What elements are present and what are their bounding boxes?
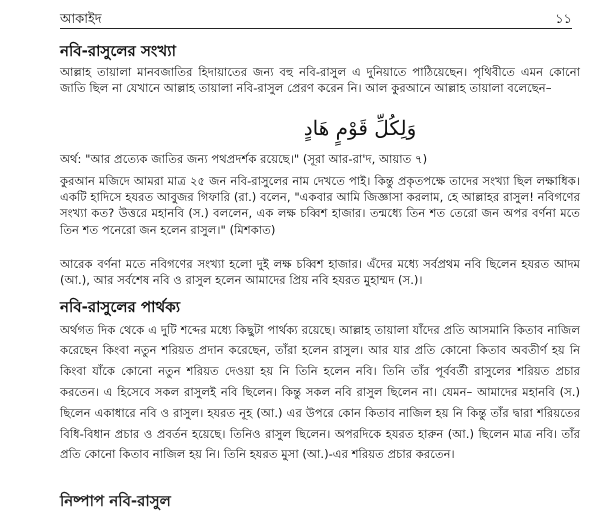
page-number: ১১ xyxy=(555,12,572,27)
other-narration-paragraph: আরেক বর্ণনা মতে নবিগণের সংখ্যা হলো দুই লক্ষ চব্বিশ হাজার। এঁদের মধ্যে সর্বপ্রথম নবি ছিলেন হযরত আদম (আ.), আর সর্বশেষ নবি ও রাসুল হলেন আমাদের প্রিয় নবি হযরত মুহাম্মদ (স.)। xyxy=(60,256,580,287)
intro-paragraph: আল্লাহ তায়ালা মানবজাতির হিদায়াতের জন্য বহু নবি-রাসুল এ দুনিয়াতে পাঠিয়েছেন। পৃথিবীতে এমন কোনো জাতি ছিল না যেখানে আল্লাহ তায়ালা নবি-রাসুল প্রেরণ করেন নি। আল কুরআনে আল্লাহ তায়ালা বলেছেন– xyxy=(60,64,580,95)
verse-meaning: অর্থ: "আর প্রত্যেক জাতির জন্য পথপ্রদর্শক রয়েছে।" (সূরা আর-রা'দ, আয়াত ৭) xyxy=(60,151,428,166)
difference-paragraph: অর্থগত দিক থেকে এ দুটি শব্দের মধ্যে কিছুটা পার্থক্য রয়েছে। আল্লাহ তায়ালা যাঁদের প্রতি আসমানি কিতাব নাজিল করেছেন কিংবা নতুন শরিয়ত প্রদান করেছেন, তাঁরা হলেন রাসুল। আর যার প্রতি কোনো কিতাব অবতীর্ণ হয় নি কিংবা যাঁকে কোনো নতুন শরিয়ত দেওয়া হয় নি তিনি হলেন নবি। তিনি তাঁর পূর্ববর্তী রাসুলের শরিয়ত প্রচার করতেন। এ হিসেবে সকল রাসুলই নবি ছিলেন। কিন্তু সকল নবি রাসুল ছিলেন না। যেমন– আমাদের মহানবি (স.) ছিলেন একাধারে নবি ও রাসুল। হযরত নূহ (আ.) এর উপরে কোন কিতাব নাজিল হয় নি কিন্তু তাঁর দ্বারা শরিয়তের বিধি-বিধান প্রচার ও প্রবর্তন হয়েছে। তিনিও রাসুল ছিলেন। অপরদিকে হযরত হারুন (আ.) ছিলেন মাত্র নবি। তাঁর প্রতি কোনো কিতাব নাজিল হয় নি। তিনি হযরত মুসা (আ.)-এর শরিয়ত প্রচার করতেন। xyxy=(60,322,580,462)
heading-prophet-count: নবি-রাসুলের সংখ্যা xyxy=(60,42,176,60)
book-title: আকাইদ xyxy=(60,12,102,27)
hadith-paragraph: কুরআন মজিদে আমরা মাত্র ২৫ জন নবি-রাসুলের নাম দেখতে পাই। কিন্তু প্রকৃতপক্ষে তাদের সংখ্যা ছিল লক্ষাধিক। একটি হাদিসে হযরত আবুজর গিফারি (রা.) বলেন, "একবার আমি জিজ্ঞাসা করলাম, হে আল্লাহর রাসুল! নবিগণের সংখ্যা কত? উত্তরে মহানবি (স.) বললেন, এক লক্ষ চব্বিশ হাজার। তন্মধ্যে তিন শত তেরো জন অপর বর্ণনা মতে তিন শত পনেরো জন হলেন রাসুল।" (মিশকাত) xyxy=(60,173,580,237)
next-heading-cut: নিষ্পাপ নবি-রাসুল xyxy=(60,492,171,510)
page-header xyxy=(60,8,572,29)
heading-difference: নবি-রাসুলের পার্থক্য xyxy=(60,298,181,316)
arabic-verse: وَلِكُلِّ قَوْمٍ هَادٍ xyxy=(303,116,417,140)
